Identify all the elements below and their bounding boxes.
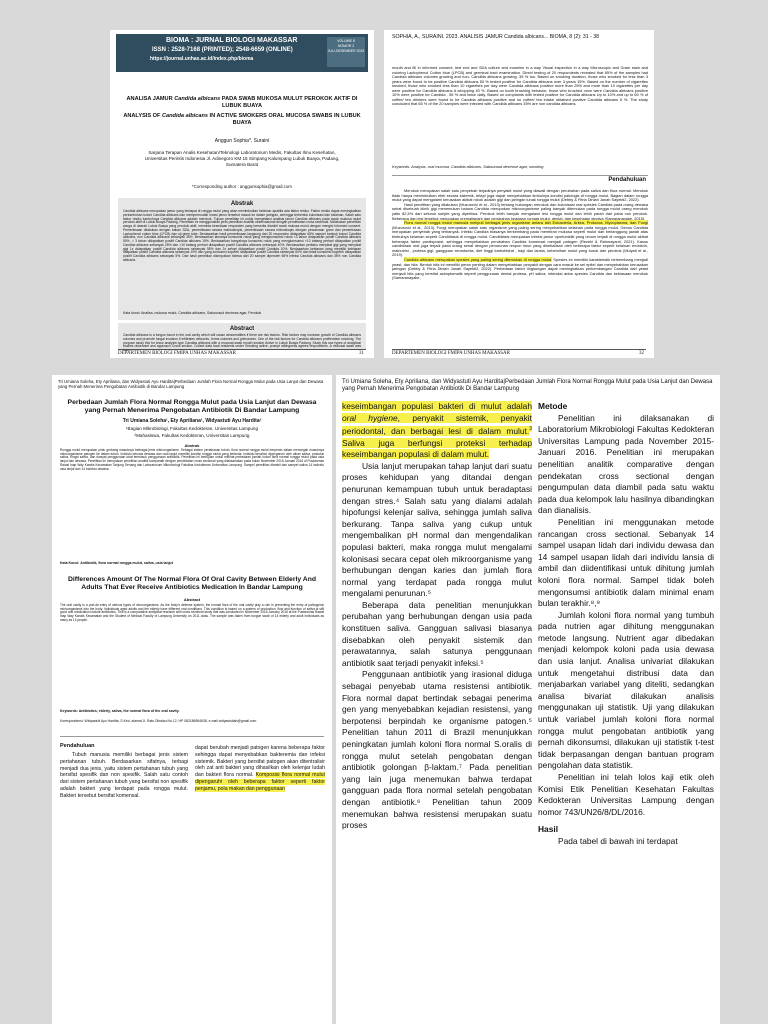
intro-para-2: Hasil penelitian yang dilakukan (Muzurović et al., 2013) tentang hubungan merokok dan kolonisasi oral spesies Candida pada orang dewasa sehat disebuah klinik gigi menemukan bahwa Candida merupakan mikroorganisme paling banyak ditemukan pada rongga mulut orang merokok yaitu 82,5% dari seluruh subjek yang diperiksa. Perokok lebih banyak mengalami lesi rongga mulut dan lebih parah dari pada non perokok. Beberapa dari lesi tersebut merupakan premalignant dan perubahan keadaan rongga mulut, dental, dan kesehatan gingiva (Samaranayake, 2015).: [392, 201, 648, 221]
intro-col-2: [195, 745, 325, 1024]
keywords: Keywords: Antibiotics, elderly, saliva, the normal flora of the oral cavity.: [60, 709, 180, 713]
highlight-block: keseimbangan populasi bakteri di mulut adalah oral hygiene, penyakit sistemik, penyakit periodontal, dan berbagai lesi di dalam mulut.$^3$ Saliva juga berfungsi proteksi terhadap keseimbangan populasi di dalam mulut.: [342, 401, 532, 460]
page-footer: [392, 349, 646, 356]
body-para-usia-lanjut: Usia lanjut merupakan tahap lanjut dari suatu proses kehidupan yang ditandai dengan penurunan kemampuan tubuh untuk beradaptasi dengan stres.⁴ Salah satu yang dialami adalah hipofungsi kelenjar saliva, sehingga jumlah saliva berkurang. Tanpa saliva yang cukup untuk mengembalikan pH normal dan mengendalikan populasi bakteri, maka rongga mulut mengalami kolonisasi secara cepat oleh mikroorganisme yang berhubungan dengan karies dan jumlah flora normal yang terdapat pada rongga mulut mengalami penurunan.⁵: [342, 460, 532, 599]
body-col-2: [538, 401, 714, 1021]
pendahuluan-heading: Pendahuluan: [608, 177, 646, 183]
affiliation-2: ²Mahasiswa, Fakultas Kedokteran, Universitas Lampung: [134, 433, 250, 438]
article-title-en: Differences Amount Of The Normal Flora Of Oral Cavity Between Elderly And Adults That Ever Receive Antibiotics Medication In Bandar Lampung: [67, 576, 316, 591]
intro-para-3: Flora normal rongga mulut manusia meliputi berbagai jenis organisme antara lain Eubacteria, Arkea, Protozoa, Mycoplasma, dan Fungi (Muzurović et al., 2013). Fungi merupakan salah satu organisme yang paling sering menyebabkan kelainan pada rongga mulut. Genus Candida merupakan penyebab yang terbanyak. Infeksi Candida biasanya berkembang pada membran mukosa seperti mulut dan berlanggung jawab atas timbulnya kelainan seperti Candidiasis di rongga mulut. Candidiasis merupakan infeksi jamur oportunistik yang umum terjadi di rongga mulut akibat beberapa faktor predisposisi, sehingga menyebabkan perubahan Candida komensal menjadi patogen (Rezeki & Rahmayanti, 2021). Kasus candidiasis oral juga terjadi pada orang sehat dengan penurunan respon imun yang disebabkan oleh beberapa faktor seperti kelainan endokrin, malnutrisi , protesa gigi, gangguan xerostomia, diet tinggi karbohidrat , bayi dan lansia, kebersihan mulut yang buruk dan perokok (Mulyati et al., 2019).: [392, 220, 648, 258]
abstrak-heading: Abstrak: [184, 443, 200, 448]
kata-kunci: Kata Kunci: Antibiotik, flora normal rongga mulut, saliva, usia lanjut: [60, 561, 173, 565]
abstract-heading: Abstract: [183, 597, 201, 602]
body-para-antibiotik: Penggunaan antibiotik yang irasional diduga sebagai penyebab utama resistensi antibiotik. Flora normal dapat bertindak sebagai penerima gen yang menyebabkan kejadian resistensi, yang berpotensi berpindah ke organisme patogen.⁵ Penelitian tahun 2011 di Brazil menunjukkan peningkatan jumlah koloni flora normal S.oralis di rongga mulut setelah pengobatan dengan antibiotik golongan β-laktam.⁷ Pada penelitian yang lain juga menemukan bahwa terdapat gangguan pada flora normal setelah pengobatan dengan antibiotik.⁶ Penelitian tahun 2009 menemukan bahwa resistensi merupakan suatu proses: [342, 669, 532, 831]
footer-department: DEPARTEMEN BIOLOGI FMIPA UNHAS MAKASSAR: [118, 351, 236, 356]
journal-page-lampung-2: [336, 375, 720, 1024]
metode-para-4: Penelitian ini telah lolos kaji etik oleh Komisi Etik Penelitian Kesehatan Fakultas Kedokteran Universitas Lampung dengan nomor 743/UN26/8/DL/2016.: [538, 772, 714, 817]
metode-para-3: Jumlah koloni flora normal yang tumbuh pada nutrien agar dihitung menggunakan metode langsung. Nutrient agar dibedakan menjadi kelompok koloni pada usia dewasa dan usia lanjut. Analisa univariat dilakukan untuk mengetahui distribusi data dan menjabarkan variabel yang diteliti, sedangkan analisa bivariat dilakukan analisis menggunakan uji statistik. Uji yang dilakukan untuk variabel jumlah koloni flora normal rongga mulut pengobatan antibiotik yang pernah dikonsumsi, dilakukan uji statistik t-test tidak berpasangan dengan bantuan program pengolahan data statistik.: [538, 609, 714, 771]
page-footer: [118, 349, 366, 356]
article-authors: Tri Umiana Soleha¹, Ety Apriliana¹, Widyastuti Ayu Hardita²: [122, 418, 262, 424]
number-label: NOMOR 2: [337, 44, 355, 48]
journal-banner: [116, 34, 368, 72]
affiliation-1: ¹Bagian Mikrobiologi, Fakultas Kedokteran, Universitas Lampung: [125, 426, 258, 431]
journal-issn: ISSN : 2528-7168 (PRINTED); 2548-6659 (ONLINE): [152, 47, 293, 53]
metode-heading: Metode: [538, 401, 568, 411]
intro-col-2-text: dapat berubah menjadi patogen karena beberapa faktor sehingga dapat menyebabkan bakteremia dan infeksi sistemik. Bakteri yang bersifat patogen akan ditentralisir oleh zat anti bakteri yang dihasilkan oleh kelenjar ludah dan bakteri flora normal.: [195, 745, 325, 779]
intro-col-1: Tubuh manusia memiliki berbagai jenis sistem pertahanan tubuh. Berdasarkan sifatnya, terbagi menjadi dua jenis, yaitu sistem pertahanan tubuh yang bersifat spesifik dan non spesifik. Salah satu contoh dari sistem pertahanan tubuh yang bersifat non spesifik adalah bakteri yang terdapat pada rongga mulut. Bakteri tersebut bersifat komensal.: [60, 752, 188, 799]
abstrak-text: Rongga mulut merupakan pintu gerbang masuknya berbagai jenis mikroorganisme. Sebagai sistem pertahanan tubuh, flora normal rongga mulut berperan dalam mencegah masuknya mikroorganisme patogen ke dalam tubuh. Individu berusia dewasa dan usia lanjut memiliki kondisi rongga mulut yang berbeda. Individu tersebut dipengaruhi oleh aliran saliva, produksi saliva, fungsi saliva, dan riwayat penggunaan obat termasuk penggunaan antibiotik. Penelitian ini bertujuan untuk melihat perbedaan jumlah koloni flora normal rongga mulut pada usia lanjut dan dewasa. Penelitian ini merupakan penelitian analitik komparatif dengan pendekatan cross sectional yang dilaksanakan pada bulan November 2015-Januari 2016 di Puskesmas Rawat Inap Way Kandis Kecamatan Tanjung Senang dan Laboratorium Mikrobiologi Fakultas Kedokteran Universitas Lampung. Sampel penelitian diambil dari sampel saliva 14 individu usia lanjut dan 14 individu dewasa.: [60, 448, 324, 471]
running-head: Tri Umiana Soleha, Ety Apriliana, dan Widyastuti Ayu Hardita|Perbedaan Jumlah Flora Normal Rongga Mulut pada Usia Lanjut dan Dewasa yang Pernah Menerima Pengobatan Antibiotik Di Bandar Lampung: [342, 379, 713, 392]
period-label: JULI-DESEMBER 2023: [327, 49, 365, 53]
highlight-flora-normal: Flora normal rongga mulut manusia meliputi berbagai jenis organisme antara lain Eubacteria, Arkea, Protozoa, Mycoplasma, dan Fungi: [404, 220, 648, 226]
metode-para-1: Penelitian ini dilaksanakan di Laboratorium Mikrobiologi Fakultas Kedokteran Universitas Lampung pada November 2015-Januari 2016. Penelitian ini merupakan penelitian analitik comparative dengan pendekatan cross sectional dengan pengumpulan data diambil pada satu waktu pada dua kelompok lalu hasilnya dibandingkan dan dianalisis.: [538, 412, 714, 516]
abstrak-text: Candida albicans merupakan jamur yang terdapat di rongga mulut yang akan menimbulkan kelainan apabila ada faktor resiko. Faktor resiko dapat meningkatkan pertumbuhan koloni Candida albicans dan mempermudah invasi jamur tersebut masuk ke dalam jaringan, sehingga terbentuk kolonisasi dan kelainan. Salah satu faktor resiko tumbuhnya Candida albicans adalah merokok. Tujuan penelitian ini untuk mengetahui analisis jamur Candida albicans pada swab mukosa mulut perokok aktif di Lubuk Buaya Padang. Penelitian ini menggunakan jenis penelitian Analitik observasional dengan pendekatan cross sectional. Melakukan penelitian warga di daerah Lubuk Buaya yang perokok aktif, meminta kesediaan responden yang bersedia diambil swab mukosa mulut dengan mengisi informed consent. Pemeriksaan dilakukan dengan bakan SDA, pemeriksaan secara makroskopis, pemeriksaan secara mikroskopis dengan pewarnaan gram dan pemeriksaan Lactophenol cotton blue (LPCB) dan uji germ tube. Berdasarkan hasil pemeriksaan langsung dari 20 responden didapatkan 65% sampel tumbuh koloni Candida albicans, non Candida albicans sebanyak 35%. Berdasarkan lamanya konsumsi rokok yang mengkonsumsi rokok <3 tahun didapatkan positif Candida albicans 50%, > 3 tahun didapatkan positif Candida albicans 15%. Berdasarkan banyaknya konsumsi rokok yang mengkonsumsi <10 batang perhari didapatkan positif Candida albicans sebanyak 25% dan >10 batang perhari didapatkan positif Candida albicans sebanyak 40%. Berdasarkan perilaku menyikat gigi yang menyikat gigi 1x didapatkan positif Candida albicans sebanyak 55% dan 2x sehari didapatkan positif Candida 10%. Berdasarkan kebiasan yang memiliki kebiasan ditapatkan positif Candida albicans sebanyak 10% dan yang konsumsi kopi/teh didapatkan positif Candida sebanyak 60% dan tidak konsumsi kopi/teh didapatkan positif Candida albicans sebanyak 5%. Dari hasil penelitian disimpulkan bahwa dari 20 sampel diperoleh 65% infeksi Candida albicans dan 35% non Candida albicans.: [123, 209, 361, 262]
journal-url[interactable]: https://journal.unhas.ac.id/index.php/bioma: [150, 56, 254, 62]
intro-text: [392, 189, 648, 349]
highlight-komposisi: Komposisi flora normal mulut dipengaruhi oleh beberapa faktor seperti faktor penjamu, pola makan dan penggunaan: [195, 772, 325, 792]
running-head: SOPHIA, A., SURAINI. 2023. ANALISIS JAMUR Candida albicans... BIOMA, 8 (2): 31 - 38: [392, 34, 600, 40]
divider: [392, 175, 648, 176]
abstract-heading: Abstract: [229, 326, 255, 332]
intro-para-1: Merokok merupakan salah satu penyebab terjadinya penyakit mulut yang diawali dengan perubahan pada saliva dan flora normal. Merokok tidak hanya menimbulkan efek secara sistemik, tetapi juga dapat menyebabkan timbulnya kondisi patologis di rongga mulut. Bagian dalam rongga mulut yang dapat mengalami kerusakan akibat rokok adalah gigi dan jaringan lunak rongga mulut (Debby & Fitria Diniah Janah Sayekti2, 2022).: [392, 188, 648, 203]
kata-kunci: Kata kunci: Analisa, mukosa mulut, Candida albicans, Sabouraud dextrose agar, Perokok: [123, 311, 262, 315]
abstract-continued: mouth and fill in informed consent, test end and SDA culture and examine in a way Visual inspection in a way Microscopic and Gram stain and coloring Lactophenol Cotton blue (LPCB) and germinal tract examination. Direct testing of 20 respondents revealed that 65% of the samples had Candida albicans colonies growing and non- Candida albicans growing: 35 % too. Based on smoking duration, those who smoked for less than 3 years were found to be positive Candida albicans 50 % tested positive for Candida albicans over 3 years 15%. Based on the number of cigarettes smoked, those who smoked less than 10 cigarettes per day were Candida albicans positive more than 25% and more than 10 cigarettes per day were positive for Candida albicans A whopping 40 %. Based on tooth brushing behavior, those who brushed once were Candida albicans positive 10% were positive for Candida . 55 % and twice daily. Based on complaints with tested positive for Candida albicans Up to 10% and up to 60 % of coffee/ tea drinkers were found to be Candida albicans positive and no coffee/ tea intake obtained positive Candida albicans 5 %. The study concluded that 65 % of the 20 samples were infected with Candida albicans 35% are non candida albicans.: [392, 65, 648, 107]
journal-name: BIOMA : JURNAL BIOLOGI MAKASSAR: [166, 37, 298, 44]
body-para-saliva: Beberapa data penelitian menunjukkan perubahan yang berhubungan dengan usia pada konstituen saliva. Gangguan salivasi biasanya disebabkan oleh penyakit sistemik dan perawatannya, salah satunya penggunaan antibiotik saat terjadi penyakit infeksi.⁵: [342, 599, 532, 668]
divider: [60, 736, 324, 737]
article-title-en: ANALYSIS OF Candida albicans IN ACTIVE SMOKERS ORAL MUCOSA SWABS IN LUBUK BUAYA: [123, 113, 361, 126]
correspondence: Korespondensi: Widyastuti Ayu Hardita, S.Ked, alamat Jl. Ratu Dibalau No.12, HP 082186984638, e-mail widyastutiah@gmail.com: [60, 719, 257, 723]
intro-para-4: Candida albicans merupakan spesies yang paling sering ditemukan di rongga mulut. Spesies ini memiliki karakteristik berkembang menjadi yeast, dan hifa. Bentuk hifa ini memiliki peran penting dalam menyebabkan penyakit dengan cara masuk ke sel epitel dan menyebabkan kerusakan jaringan (Debby & Fitria Diniah Janah Sayekti2, 2022). Perbedaan faktor lingkungan dapat meningkatkan perkembangan Candida dari yeast menjadi hifa yang bersifat asimptomatik seperti penggunaan dental protesa, pH saliva, interaksi antar spesies Candida dan kebiasaan merokok (Samaranayake,: [392, 256, 648, 281]
keywords: Keywords: Analysis, oral mucosa, Candida albicans, Sabouraud dextrose agar, smoking: [392, 164, 544, 169]
body-col-1: [342, 401, 532, 1021]
page-number: 31: [359, 351, 364, 356]
pendahuluan-heading: Pendahuluan: [60, 743, 95, 749]
volume-box: [327, 37, 365, 67]
page-number: 32: [639, 351, 644, 356]
highlight-candida-species: Candida albicans merupakan spesies yang paling sering ditemukan di rongga mulut.: [404, 256, 553, 262]
running-head: Tri Umiana Soleha, Ety Apriliana, dan Widyastuti Ayu Hardita|Perbedaan Jumlah Flora Normal Rongga Mulut pada Usia Lanjut dan Dewasa yang Pernah Menerima Pengobatan Antibiotik di Bandar Lampung: [58, 379, 324, 389]
abstract-text: The oral cavity is a port-de-entry of various types of microorganisms. As the body's defense system, the normal flora of the oral cavity play a role in preventing the entry of pathogenic microorganisms into the body. Individuals aged adults and the elderly have different oral conditions. This condition is based on a system of production, flow and function of saliva is still good and medication include antibiotics. This is a comparative analytical research with cross sectional study that was conducted in November 2015-January 2016 at the Puskesmas Rawat Inap Way Kandis Kecamatan and the Student of Medical Faculty of Lampung University on 2011 class. The sample was taken from tongue swab of 14 elderly and adult individuals as many as 14 people.: [60, 603, 324, 622]
article-title: Perbedaan Jumlah Flora Normal Rongga Mulut pada Usia Lanjut dan Dewasa yang Pernah Menerima Pengobatan Antibiotik Di Bandar Lampung: [67, 399, 317, 414]
article-affiliation: Sarjana Terapan Analis Kesehatan/Teknologi Laboratorium Medis, Fakultas Ilmu Kesehatan, Universitas Perintis Indonesia Jl. Adinegoro KM 15 Simpang Kalumpang Lubuk Buaya, Padang, Sumatera Barat: [144, 150, 340, 167]
journal-page-32: [384, 30, 654, 358]
hasil-heading: Hasil: [538, 824, 559, 835]
abstrak-heading: Abstrak: [230, 201, 254, 207]
footer-department: DEPARTEMEN BIOLOGI FMIPA UNHAS MAKASSAR: [392, 351, 510, 356]
hasil-para-1: Pada tabel di bawah ini terdapat: [558, 835, 678, 846]
metode-para-2: Penelitian ini menggunakan metode rancangan cross sectional. Sebanyak 14 sampel usapan lidah dari individu dewasa dan 14 sampel usapan lidah dari individu lansia di ambil dan diidentifikasi untuk dihitung jumlah koloni flora normal. Sampel tidak boleh mengonsumsi antibiotik dalam minimal enam bulan terakhir.⁸,⁹: [538, 516, 714, 609]
abstract-box: [118, 323, 366, 352]
volume-label: VOLUME 8: [337, 39, 355, 43]
abstract-text: Candida albicans is a fungus found in the oral cavity which will cause abnormalities if there are risk factors. Risk factors may increase growth of Candida albicans colonies and promote fungal invasion it infiltrates networks, forms colonies and grievances. One of the risk factors for Candida albicans proliferation smoking. The purpose study this for know analysis type Candida albicans with a mucosal swab mouth smoker Active in Lubuk Buaya Padang. Study this use types of analytical studies observant and approach Cross section. Collect data local residents under Smoking active, prompt willingness agrees respondents. A mucosal swab was taken: [123, 333, 361, 352]
article-title-id: ANALISA JAMUR Candida albicans PADA SWAB MUKOSA MULUT PEROKOK AKTIF DI LUBUK BUAYA: [126, 96, 358, 109]
article-authors: Anggun Sophia*, Suraini: [214, 138, 270, 144]
corresponding-author: *Corresponding author : anggunsophia@gmail.com: [192, 184, 292, 189]
journal-page-31: [110, 30, 374, 358]
journal-page-lampung-1: [52, 375, 332, 1024]
abstrak-box: [118, 198, 366, 320]
